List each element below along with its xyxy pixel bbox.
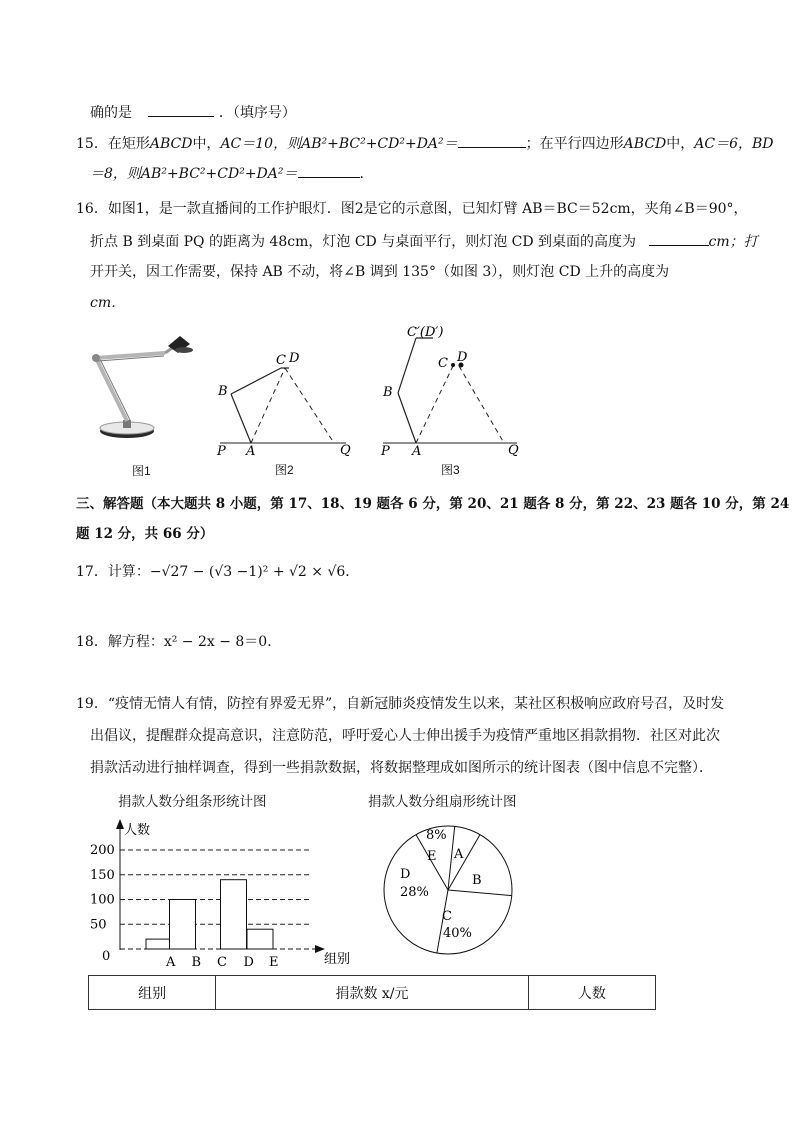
bar-y-tick: 100 xyxy=(90,892,115,908)
fig3-label-p: P xyxy=(381,444,390,459)
q15-blank-2[interactable] xyxy=(298,163,360,178)
fig3-label-b: B xyxy=(383,385,393,400)
bar-B xyxy=(170,900,196,950)
fig3-label-c: C xyxy=(438,356,448,371)
pie-label-C: C xyxy=(442,909,452,924)
bar-category-label: B xyxy=(191,955,202,970)
fig2-label-c: C xyxy=(276,353,286,368)
fig2-label-p: P xyxy=(217,444,226,459)
q15-expr-a: AB²+BC²+CD²+DA²＝ xyxy=(301,136,458,152)
q16-figures xyxy=(80,320,540,480)
bar-chart xyxy=(80,815,365,973)
fig3-label-a: A xyxy=(412,444,422,459)
table-header-group: 组别 xyxy=(89,976,216,1010)
bar-y-axis-arrow xyxy=(116,819,124,829)
fig2-caption: 图2 xyxy=(275,463,294,477)
table-header-count: 人数 xyxy=(528,976,655,1010)
bar-y-tick: 50 xyxy=(90,917,107,933)
bar-y-tick: 200 xyxy=(90,843,115,858)
bar-category-label: E xyxy=(269,955,279,970)
bar-category-label: A xyxy=(166,955,176,970)
table-header-row xyxy=(89,976,656,1010)
q15-line1: 15．在矩形ABCD中，AC＝10，则AB²+BC²+CD²+DA²＝ ；在平行四边形ABCD中，AC＝6，BD xyxy=(76,133,774,154)
pie-chart xyxy=(380,820,520,960)
bar-category-label: C xyxy=(217,955,227,970)
desk-lamp-illustration xyxy=(92,336,193,438)
bar-chart-title: 捐款人数分组条形统计图 xyxy=(118,794,267,810)
q16-blank-1[interactable] xyxy=(649,231,709,246)
fig3-label-cprime: C′(D′) xyxy=(407,325,444,340)
donation-table xyxy=(88,975,656,1010)
pie-label-B: B xyxy=(472,873,482,888)
bar-A xyxy=(146,939,172,949)
bar-category-label: D xyxy=(243,955,254,970)
pie-label-E: E xyxy=(427,849,437,864)
q15-expr-b: AB²+BC²+CD²+DA²＝ xyxy=(140,166,298,182)
q19-line3: 捐款活动进行抽样调查，得到一些捐款数据，将数据整理成如图所示的统计图表（图中信息不完整）． xyxy=(90,760,713,776)
q17: 17．计算：−√27 − (√3 −1)² + √2 × √6． xyxy=(76,564,360,580)
q15-line2: ＝8，则AB²+BC²+CD²+DA²＝ ． xyxy=(90,163,374,184)
q19-line2: 出倡议，提醒群众提高意识，注意防范，呼吁爱心人士伸出援手为疫情严重地区捐款捐物．社区对此次 xyxy=(90,728,720,744)
q14-answer-blank[interactable] xyxy=(148,102,214,117)
q14-tail: 确的是 ．（填序号） xyxy=(90,102,296,123)
pie-chart-title: 捐款人数分组扇形统计图 xyxy=(368,794,517,810)
figure-3-diagram xyxy=(380,325,519,459)
fig2-label-b: B xyxy=(218,384,228,399)
bar-y-tick: 150 xyxy=(90,867,115,883)
pie-percent-D: 28% xyxy=(400,885,429,900)
q16-line2: 折点 B 到桌面 PQ 的距离为 48cm，灯泡 CD 与桌面平行，则灯泡 CD 到桌面的高度为 cm；打 xyxy=(90,231,758,252)
fig3-label-q: Q xyxy=(508,443,519,458)
pie-percent-E: 8% xyxy=(426,828,447,843)
q16-line4: cm． xyxy=(90,295,126,311)
bar-y-label: 人数 xyxy=(124,823,151,838)
fig2-label-q: Q xyxy=(340,443,351,458)
section-3-heading-cont: 题 12 分，共 66 分） xyxy=(76,526,214,542)
bar-x-label: 组别 xyxy=(324,952,351,967)
q16-line1: 16．如图1，是一款直播间的工作护眼灯．图2是它的示意图，已知灯臂 AB＝BC＝52cm，夹角∠B＝90°， xyxy=(76,201,748,217)
fig3-caption: 图3 xyxy=(441,463,460,477)
pie-label-A: A xyxy=(454,847,464,862)
figure-2-diagram xyxy=(216,351,351,459)
bar-D xyxy=(221,880,247,949)
section-3-heading: 三、解答题（本大题共 8 小题，第 17、18、19 题各 6 分，第 20、21 题各 8 分，第 22、23 题各 10 分，第 24 xyxy=(76,496,790,512)
q16-line3: 开开关，因工作需要，保持 AB 不动，将∠B 调到 135°（如图 3），则灯泡 CD 上升的高度为 xyxy=(90,264,670,280)
q19-line1: 19．“疫情无情人有情，防控有界爱无界”，自新冠肺炎疫情发生以来，某社区积极响应政府号召，及时发 xyxy=(76,696,725,712)
pie-percent-C: 40% xyxy=(443,926,472,941)
table-header-amount: 捐款数 x/元 xyxy=(216,976,528,1010)
pie-label-D: D xyxy=(400,867,411,882)
fig2-label-d: D xyxy=(289,351,300,366)
q18: 18．解方程：x² − 2x − 8＝0． xyxy=(76,634,282,650)
q15-blank-1[interactable] xyxy=(458,133,526,148)
bar-E xyxy=(247,929,273,949)
fig3-label-d: D xyxy=(457,350,468,365)
fig2-label-a: A xyxy=(246,444,256,459)
fig1-caption: 图1 xyxy=(132,464,151,478)
bar-y-tick: 0 xyxy=(102,949,111,964)
